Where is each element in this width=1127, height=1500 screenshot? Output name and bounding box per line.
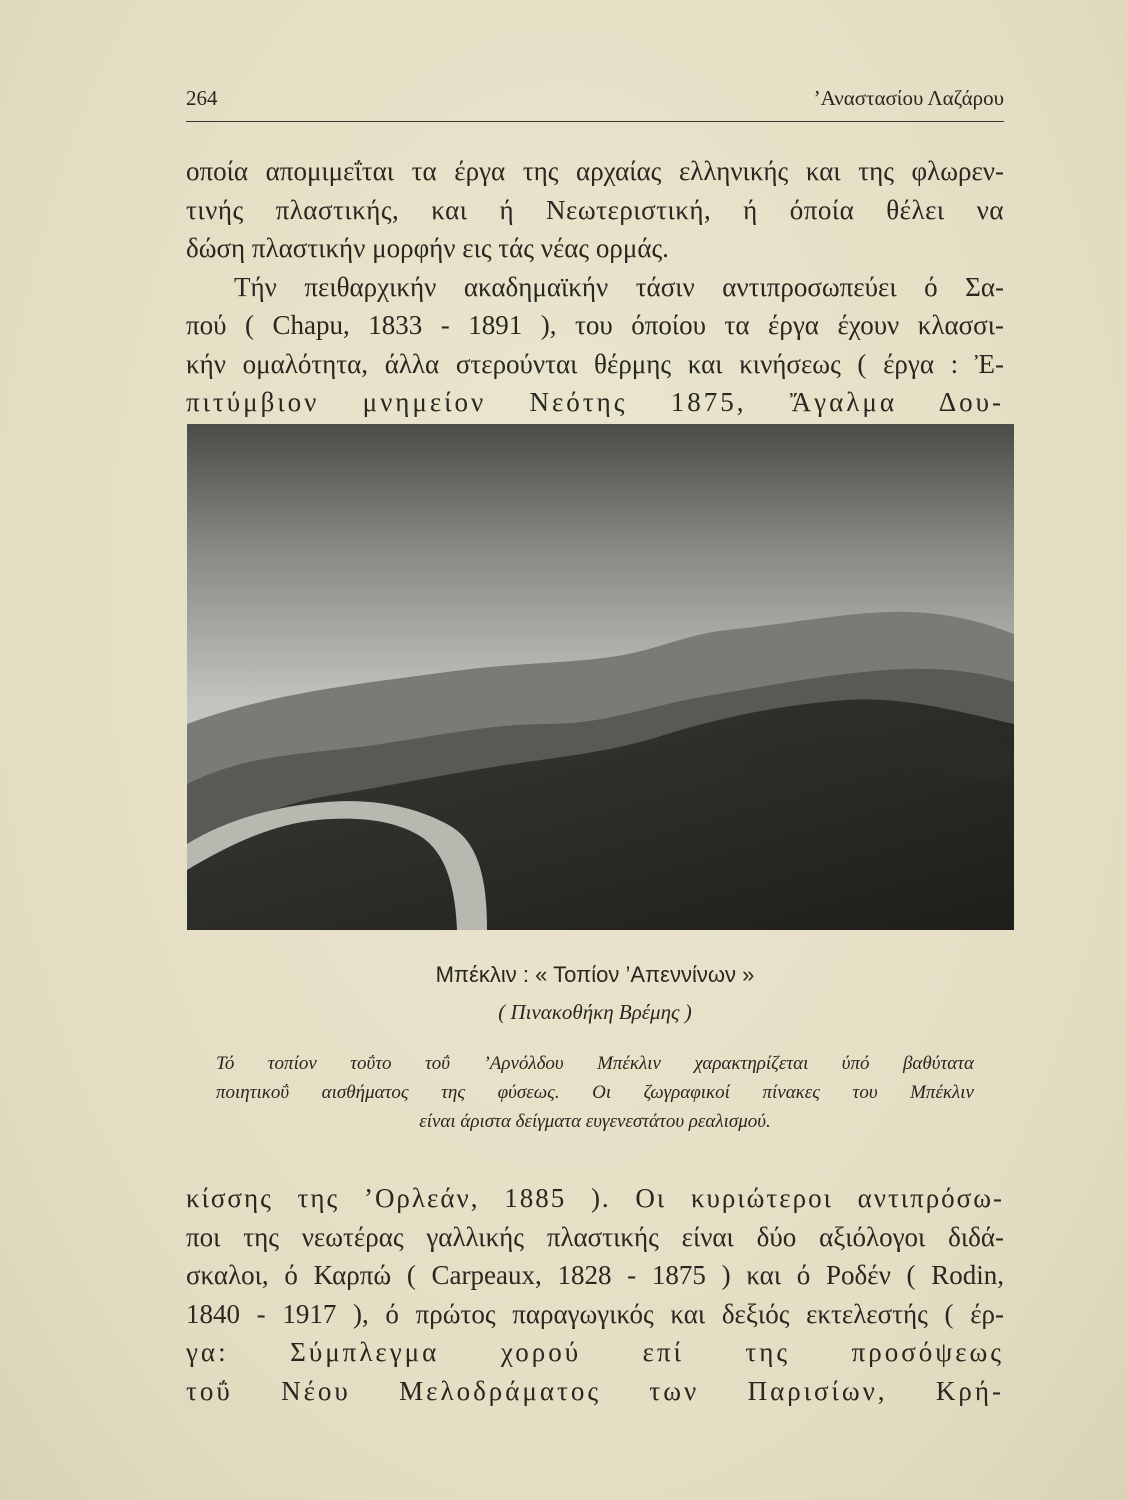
text-line: πιτύμβιον μνημείον Νεότης 1875, Ἄγαλμα Δου- xyxy=(186,387,1004,417)
painting-image xyxy=(187,424,1014,930)
running-title-author: ’Αναστασίου Λαζάρου xyxy=(813,86,1004,110)
text-line: 1840 - 1917 ), ό πρώτος παραγωγικός και δεξιός εκτελεστής ( έρ- xyxy=(186,1298,1004,1329)
landscape-painting-figure xyxy=(187,424,1014,930)
text-line: κήν ομαλότητα, άλλα στερούνται θέρμης και κινήσεως ( έργα : Ἐ- xyxy=(186,348,1004,379)
desc-line: είναι άριστα δείγματα ευγενεστάτου ρεαλισμού. xyxy=(419,1111,771,1132)
text-line: οποία απομιμεΐται τα έργα της αρχαίας ελληνικής και της φλωρεν- xyxy=(186,156,1004,186)
top-paragraphs xyxy=(186,152,1004,422)
text-line: κίσσης της ’Ορλεάν, 1885 ). Οι κυριώτεροι αντιπρόσω- xyxy=(186,1183,1004,1213)
text-line: τοΰ Νέου Μελοδράματος των Παρισίων, Κρή- xyxy=(186,1375,1004,1406)
text-line: ποι της νεωτέρας γαλλικής πλαστικής είναι δύο αξιόλογοι διδά- xyxy=(186,1221,1004,1252)
text-line: δώση πλαστικήν μορφήν εις τάς νέας ορμάς. xyxy=(186,233,669,263)
page-header xyxy=(186,86,1004,120)
header-rule xyxy=(186,121,1004,122)
figure-title: Μπέκλιν : « Τοπίον ’Απεννίνων » xyxy=(435,962,755,987)
figure-description xyxy=(216,1049,974,1136)
desc-line: Τό τοπίον τοΰτο τοΰ ’Αρνόλδου Μπέκλιν χαρακτηρίζεται ύπό βαθύτατα xyxy=(216,1053,974,1074)
figure-location: ( Πινακοθήκη Βρέμης ) xyxy=(498,1000,692,1024)
text-line: σκαλοι, ό Καρπώ ( Carpeaux, 1828 - 1875 ) και ό Ροδέν ( Rodin, xyxy=(186,1260,1004,1290)
desc-line: ποιητικοΰ αισθήματος της φύσεως. Οι ζωγραφικοί πίνακες του Μπέκλιν xyxy=(216,1082,974,1103)
bottom-paragraphs xyxy=(186,1179,1004,1410)
text-line: τινής πλαστικής, και ή Νεωτεριστική, ή όποία θέλει να xyxy=(186,194,1004,225)
text-line: γα: Σύμπλεγμα χορού επί της προσόψεως xyxy=(186,1337,1004,1367)
text-line: πού ( Chapu, 1833 - 1891 ), του όποίου τα έργα έχουν κλασσι- xyxy=(186,310,1004,340)
text-line: Τήν πειθαρχικήν ακαδημαϊκήν τάσιν αντιπροσωπεύει ό Σα- xyxy=(234,271,1004,302)
page-number: 264 xyxy=(186,86,218,110)
